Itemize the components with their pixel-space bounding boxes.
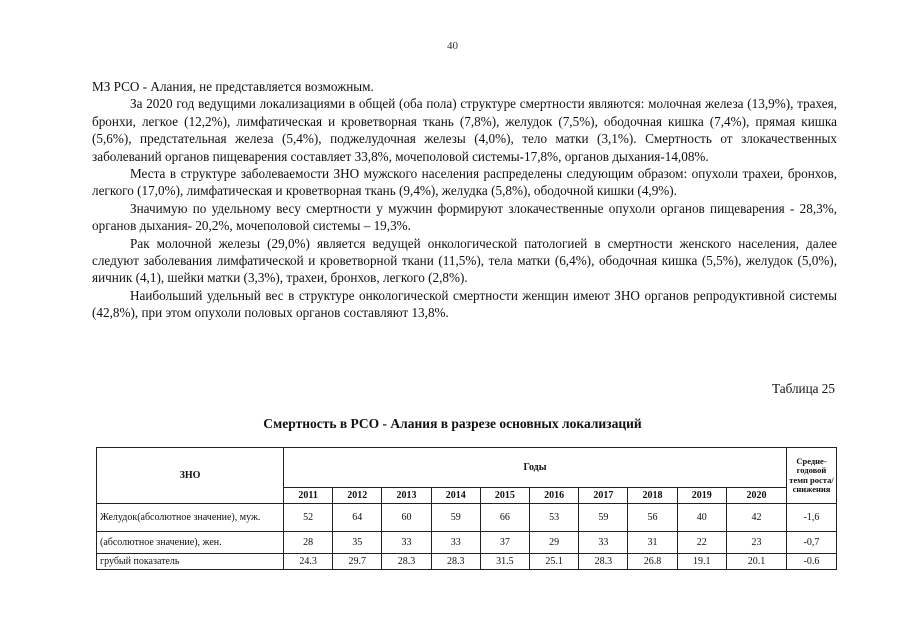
table-cell: 28.3 [431,554,480,570]
table-cell: 35 [333,532,382,554]
table-cell: 28 [284,532,333,554]
table-cell: 29.7 [333,554,382,570]
table-row [97,532,837,554]
table-cell: 20.1 [726,554,786,570]
page-number: 40 [447,40,458,52]
table-title: Смертность в РСО - Алания в разрезе основных локализаций [263,416,642,431]
table-cell: 64 [333,504,382,532]
row-label: (абсолютное значение), жен. [97,532,284,554]
table-cell: 42 [726,504,786,532]
table-cell: 25.1 [530,554,579,570]
row-label: грубый показатель [97,554,284,570]
rate-cell: -0,7 [787,532,837,554]
table-cell: 40 [677,504,726,532]
rate-cell: -1,6 [787,504,837,532]
year-header: 2012 [333,488,382,504]
table-cell: 24.3 [284,554,333,570]
year-header: 2017 [579,488,628,504]
year-header: 2016 [530,488,579,504]
year-header: 2013 [382,488,431,504]
header-zno: ЗНО [97,448,284,504]
year-header: 2011 [284,488,333,504]
table-cell: 28.3 [579,554,628,570]
table-cell: 31 [628,532,677,554]
year-header: 2020 [726,488,786,504]
table-cell: 33 [579,532,628,554]
paragraph: МЗ РСО - Алания, не представляется возможным. [92,79,374,94]
paragraph: За 2020 год ведущими локализациями в общей (оба пола) структуре смертности являются: молочная железа (13,9%), трахея, бронхи, легкое (12,2%), лимфатическая и кроветворная ткань (7,8%), желудок (7,5%), ободочная кишка (7,4%), прямая кишка (5,6%), предстательная железа (5,4%), поджелудочная железы (4,0%), тело матки (3,1%). Смертность от злокачественных заболеваний органов пищеварения составляет 33,8%, мочеполовой системы-17,8%, органов дыхания-14,08%. [92,96,837,164]
mortality-table [96,447,837,570]
table-cell: 66 [480,504,529,532]
table-cell: 23 [726,532,786,554]
table-cell: 52 [284,504,333,532]
table-cell: 22 [677,532,726,554]
table-cell: 37 [480,532,529,554]
body-text [92,78,837,322]
table-cell: 60 [382,504,431,532]
paragraph: Значимую по удельному весу смертности у мужчин формируют злокачественные опухоли органов пищеварения - 28,3%, органов дыхания- 20,2%, мочеполовой системы – 19,3%. [92,200,837,234]
table-number: Таблица 25 [772,381,835,396]
table-cell: 31.5 [480,554,529,570]
paragraph: Места в структуре заболеваемости ЗНО мужского населения распределены следующим образом: опухоли трахеи, бронхов, легкого (17,0%), лимфатическая и кроветворная ткань (9,4%), желудка (5,8%), ободочной кишки (4,9%). [92,166,837,199]
table-cell: 33 [431,532,480,554]
year-header: 2018 [628,488,677,504]
row-label: Желудок(абсолютное значение), муж. [97,504,284,532]
table-cell: 26.8 [628,554,677,570]
table-cell: 53 [530,504,579,532]
table-cell: 33 [382,532,431,554]
table-cell: 56 [628,504,677,532]
paragraph: Наибольший удельный вес в структуре онкологической смертности женщин имеют ЗНО органов репродуктивной системы (42,8%), при этом опухоли половых органов составляют 13,8%. [92,287,837,321]
table-row [97,554,837,570]
year-header: 2014 [431,488,480,504]
table-cell: 29 [530,532,579,554]
header-rate: Средне-годовой темп роста/ снижения [787,448,837,504]
table-row [97,504,837,532]
paragraph: Рак молочной железы (29,0%) является ведущей онкологической патологией в смертности женского населения, далее следуют заболевания лимфатической и кроветворной ткани (11,5%), тела матки (6,4%), ободочная кишка (5,5%), желудок (5,0%), яичник (4,1), шейки матки (3,3%), трахеи, бронхов, легкого (2,8%). [92,235,837,286]
year-header: 2019 [677,488,726,504]
year-header: 2015 [480,488,529,504]
table-cell: 19.1 [677,554,726,570]
header-years: Годы [284,448,787,488]
table-cell: 59 [579,504,628,532]
table-cell: 59 [431,504,480,532]
rate-cell: -0.6 [787,554,837,570]
table-cell: 28.3 [382,554,431,570]
